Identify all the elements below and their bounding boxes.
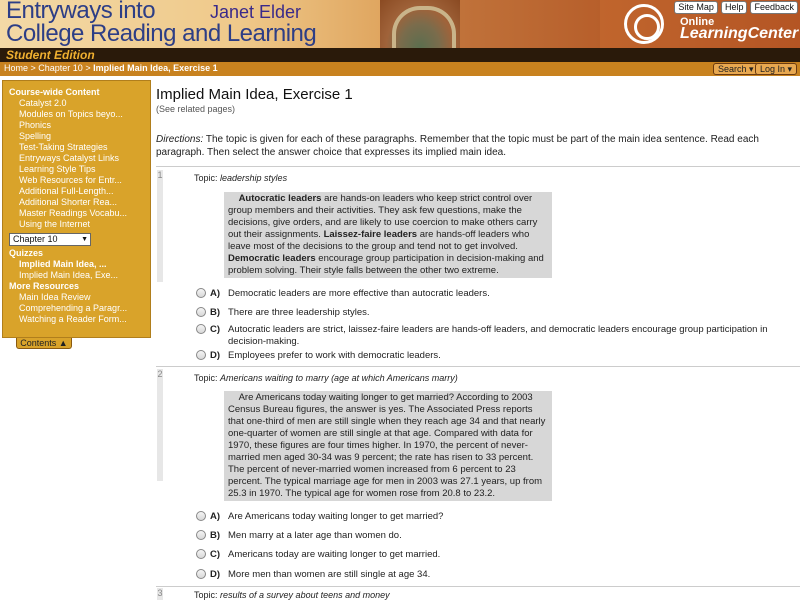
sidebar-item[interactable]: Test-Taking Strategies xyxy=(19,142,108,152)
olc-logo-icon xyxy=(624,4,664,44)
sidebar-item-quiz-active[interactable]: Implied Main Idea, ... xyxy=(19,259,107,269)
book-title-line2: College Reading and Learning xyxy=(6,20,317,47)
page-title: Implied Main Idea, Exercise 1 xyxy=(156,86,353,103)
breadcrumb-home[interactable]: Home xyxy=(4,63,29,73)
sidebar-item[interactable]: Master Readings Vocabu... xyxy=(19,208,128,218)
sidebar-item[interactable]: Additional Full-Length... xyxy=(19,186,114,196)
author-name: Janet Elder xyxy=(210,2,302,22)
question-passage: Are Americans today waiting longer to get married? According to 2003 Census Bureau figures, the answer is yes. The Associated Press reports that one-third of men are still single when they reach age 34 and that nearly one-quarter of women are still single at that age. Compared with data for 1970, these figures are four times higher. In 1970, the percent of never-married men aged 30-34 was 9 percent; the rate has risen to 33 percent. The percent of never-married women increased from 6 percent to 23 percent. The typical marriage age for men in 2003 was 27.1 years, up from 25.3 in 1970. The typical age for women rose from 20.8 to 23.2. xyxy=(224,391,552,501)
arch-image xyxy=(380,0,460,48)
question-number: 2 xyxy=(157,369,163,481)
sidebar-item[interactable]: Spelling xyxy=(19,131,52,141)
sidebar-section-resources: More Resources xyxy=(9,281,80,291)
question-number: 3 xyxy=(157,588,163,598)
chapter-select[interactable]: Chapter 10 ▼ xyxy=(9,233,91,246)
sidebar-item[interactable]: Comprehending a Paragr... xyxy=(19,303,128,313)
sidebar-item[interactable]: Using the Internet xyxy=(19,219,91,229)
radio-button[interactable] xyxy=(196,549,206,559)
related-pages-link[interactable]: (See related pages) xyxy=(156,104,236,114)
radio-button[interactable] xyxy=(196,307,206,317)
sidebar-item-quiz[interactable]: Implied Main Idea, Exe... xyxy=(19,270,119,280)
olc-logo-line2: LearningCenter xyxy=(680,25,799,42)
divider xyxy=(156,366,800,367)
help-link[interactable]: Help xyxy=(721,1,748,14)
question-number: 1 xyxy=(157,170,163,282)
banner-image xyxy=(460,0,600,48)
radio-button[interactable] xyxy=(196,288,206,298)
radio-button[interactable] xyxy=(196,530,206,540)
sidebar-item[interactable]: Web Resources for Entr... xyxy=(19,175,122,185)
site-map-link[interactable]: Site Map xyxy=(674,1,718,14)
edition-label: Student Edition xyxy=(6,48,95,62)
sidebar-item[interactable]: Modules on Topics beyo... xyxy=(19,109,123,119)
radio-button[interactable] xyxy=(196,350,206,360)
sidebar-section-course: Course-wide Content xyxy=(9,87,100,97)
sidebar-item[interactable]: Main Idea Review xyxy=(19,292,91,302)
sidebar-item[interactable]: Watching a Reader Form... xyxy=(19,314,127,324)
radio-button[interactable] xyxy=(196,569,206,579)
radio-button[interactable] xyxy=(196,511,206,521)
login-button[interactable]: Log In ▾ xyxy=(755,63,797,75)
feedback-link[interactable]: Feedback xyxy=(750,1,798,14)
search-button[interactable]: Search ▾ xyxy=(713,63,759,75)
breadcrumb: Home > Chapter 10 > Implied Main Idea, Exercise 1 Search ▾ Log In ▾ xyxy=(0,62,800,76)
header-banner xyxy=(0,0,800,48)
radio-button[interactable] xyxy=(196,324,206,334)
top-links xyxy=(674,1,798,14)
question-topic: Topic: results of a survey about teens and money xyxy=(194,590,390,600)
sidebar-item[interactable]: Entryways Catalyst Links xyxy=(19,153,120,163)
book-title-line1: Entryways into xyxy=(6,0,156,24)
contents-toggle-button[interactable]: Contents ▲ xyxy=(16,338,72,349)
sidebar-section-quizzes: Quizzes xyxy=(9,248,44,258)
olc-logo-line1: Online xyxy=(680,16,715,28)
sidebar-item[interactable]: Learning Style Tips xyxy=(19,164,96,174)
question-topic: Topic: Americans waiting to marry (age at which Americans marry) xyxy=(194,373,458,383)
divider xyxy=(156,586,800,587)
question-topic: Topic: leadership styles xyxy=(194,173,288,183)
main-content xyxy=(156,86,800,159)
divider xyxy=(156,166,800,167)
sidebar-item[interactable]: Phonics xyxy=(19,120,52,130)
question-passage: Autocratic leaders are hands-on leaders who keep strict control over group members and their activities. They ask few questions, make the decisions, give orders, and are likely to use coercion to make others carry out their assignments. Laissez-faire leaders are hands-off leaders who leave most of the decisions to the group and tend not to get involved. Democratic leaders encourage group participation in decision-making and problem solving. Their style falls between the other two extreme. xyxy=(224,192,552,278)
breadcrumb-current: Implied Main Idea, Exercise 1 xyxy=(93,63,218,73)
sidebar xyxy=(2,80,151,338)
sidebar-item[interactable]: Additional Shorter Rea... xyxy=(19,197,118,207)
breadcrumb-chapter[interactable]: Chapter 10 xyxy=(38,63,83,73)
edition-bar xyxy=(0,48,800,62)
directions: Directions: The topic is given for each of these paragraphs. Remember that the topic must be part of the main idea sentence. Read each paragraph. Then select the answer choice that expresses its implied main idea. xyxy=(156,134,759,158)
sidebar-item[interactable]: Catalyst 2.0 xyxy=(19,98,67,108)
